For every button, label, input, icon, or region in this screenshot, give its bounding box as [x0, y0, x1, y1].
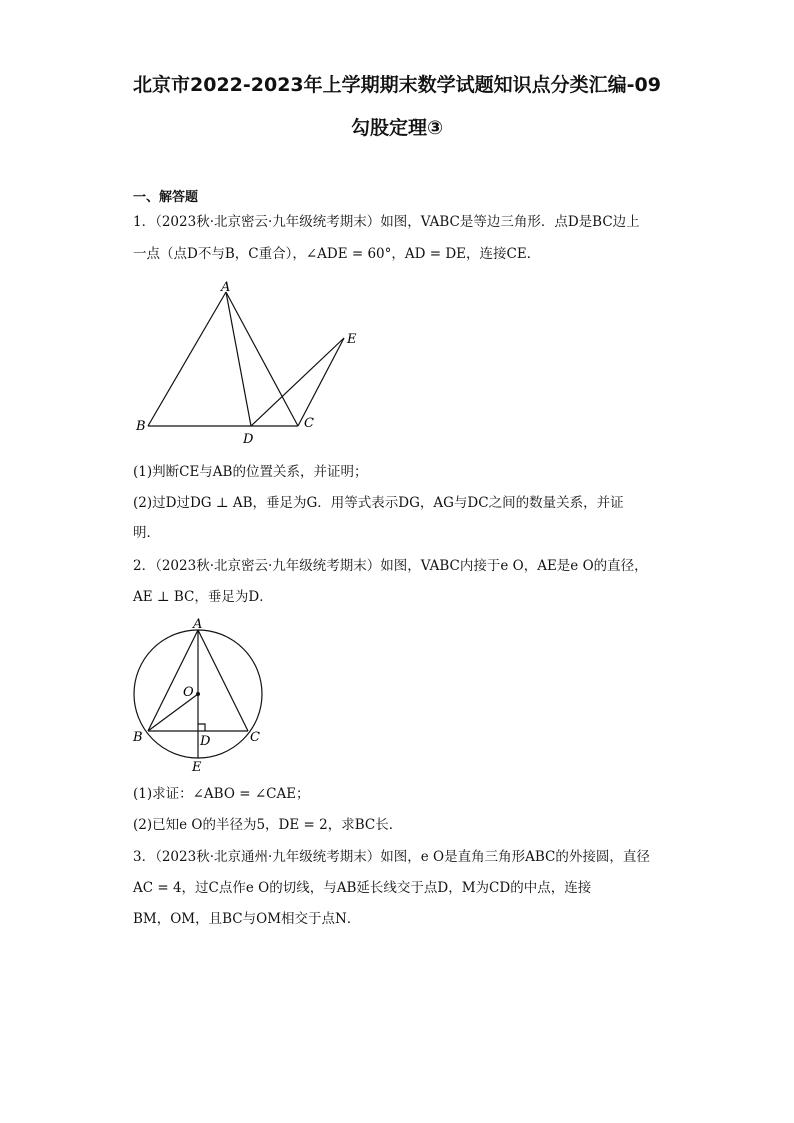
section-heading: 一、解答题	[133, 190, 199, 205]
q2-label-d: D	[200, 734, 211, 749]
segment-ab	[148, 630, 198, 731]
q1-label-d: D	[243, 432, 254, 447]
center-point	[196, 692, 200, 696]
segment-ab	[148, 292, 226, 426]
q1-part2-line1: (2)过D过DG ⊥ AB，垂足为G．用等式表示DG，AG与DC之间的数量关系，并证	[133, 495, 624, 511]
segment-ac	[226, 292, 298, 426]
q2-label-o: O	[183, 685, 194, 700]
segment-ac	[198, 630, 248, 731]
q2-label-e: E	[192, 760, 202, 774]
q2-label-b: B	[133, 730, 143, 745]
segment-ad	[226, 292, 251, 426]
q3-text-line1: 3．（2023秋·北京通州·九年级统考期末）如图，e O是直角三角形ABC的外接圆，直径	[133, 849, 650, 865]
q2-part2: (2)已知e O的半径为5，DE = 2，求BC长．	[133, 817, 403, 833]
q2-text-line1: 2．（2023秋·北京密云·九年级统考期末）如图，VABC内接于e O，AE是e O的直径，	[133, 558, 648, 574]
q1-label-b: B	[136, 419, 146, 434]
q2-label-c: C	[250, 730, 260, 745]
q3-text-line3: BM，OM，且BC与OM相交于点N．	[133, 911, 361, 927]
q1-part2-line2: 明．	[133, 525, 160, 541]
q1-text-line2: 一点（点D不与B，C重合），∠ADE = 60°，AD = DE，连接CE．	[133, 246, 541, 262]
q1-label-e: E	[347, 332, 357, 347]
q2-label-a: A	[193, 617, 203, 632]
q2-text-line2: AE ⊥ BC，垂足为D．	[133, 589, 273, 605]
q1-label-a: A	[221, 280, 231, 295]
right-angle-mark	[198, 724, 205, 731]
q1-text-line1: 1．（2023秋·北京密云·九年级统考期末）如图，VABC是等边三角形．点D是BC边上	[133, 214, 640, 230]
q2-part1: (1)求证：∠ABO = ∠CAE；	[133, 786, 310, 802]
document-title-line1: 北京市2022-2023年上学期期末数学试题知识点分类汇编-09	[133, 74, 661, 96]
q1-label-c: C	[304, 416, 314, 431]
document-title-line2: 勾股定理③	[350, 117, 444, 139]
q2-figure	[128, 614, 278, 774]
q3-text-line2: AC = 4，过C点作e O的切线，与AB延长线交于点D，M为CD的中点，连接	[133, 880, 592, 896]
segment-de	[251, 338, 344, 426]
q1-part1: (1)判断CE与AB的位置关系，并证明；	[133, 464, 368, 480]
segment-ce	[298, 338, 344, 426]
q1-figure	[130, 278, 370, 448]
